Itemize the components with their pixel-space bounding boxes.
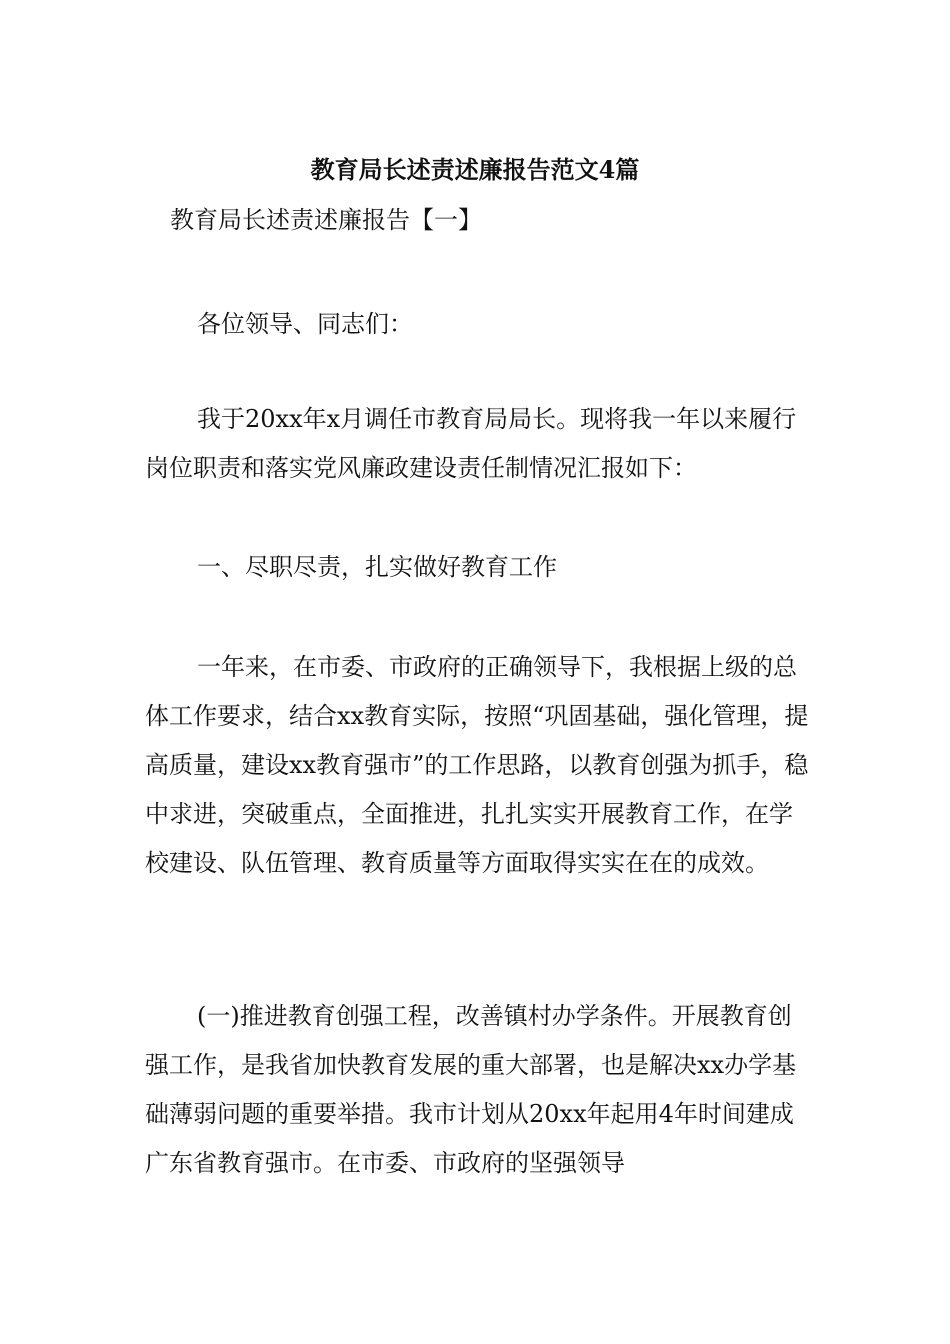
section-heading-text: 一、尽职尽责，扎实做好教育工作: [197, 553, 557, 581]
body-paragraph-2-text: (一)推进教育创强工程，改善镇村办学条件。开展教育创强工作，是我省加快教育发展的重大部署，也是解决xx办学基础薄弱问题的重要举措。我市计划从20xx年起用4年时间建成广东省教育强市。在市委、市政府的坚强领导: [145, 1002, 797, 1177]
salutation-paragraph: [145, 300, 810, 349]
body-paragraph-1: [145, 643, 810, 888]
document-title: 教育局长述责述廉报告范文4篇: [310, 155, 640, 184]
body-paragraph-2: [145, 992, 810, 1188]
intro-paragraph: [145, 395, 810, 493]
section-heading: [145, 543, 810, 592]
report-subtitle: 教育局长述责述廉报告【一】: [170, 206, 482, 234]
salutation-text: 各位领导、同志们：: [197, 310, 413, 338]
body-paragraph-1-text: 一年来，在市委、市政府的正确领导下，我根据上级的总体工作要求，结合xx教育实际，按照“巩固基础，强化管理，提高质量，建设xx教育强市”的工作思路，以教育创强为抓手，稳中求进，突破重点，全面推进，扎扎实实开展教育工作，在学校建设、队伍管理、教育质量等方面取得实实在在的成效。: [145, 653, 809, 877]
intro-text: 我于20xx年x月调任市教育局局长。现将我一年以来履行岗位职责和落实党风廉政建设责任制情况汇报如下：: [145, 405, 797, 482]
